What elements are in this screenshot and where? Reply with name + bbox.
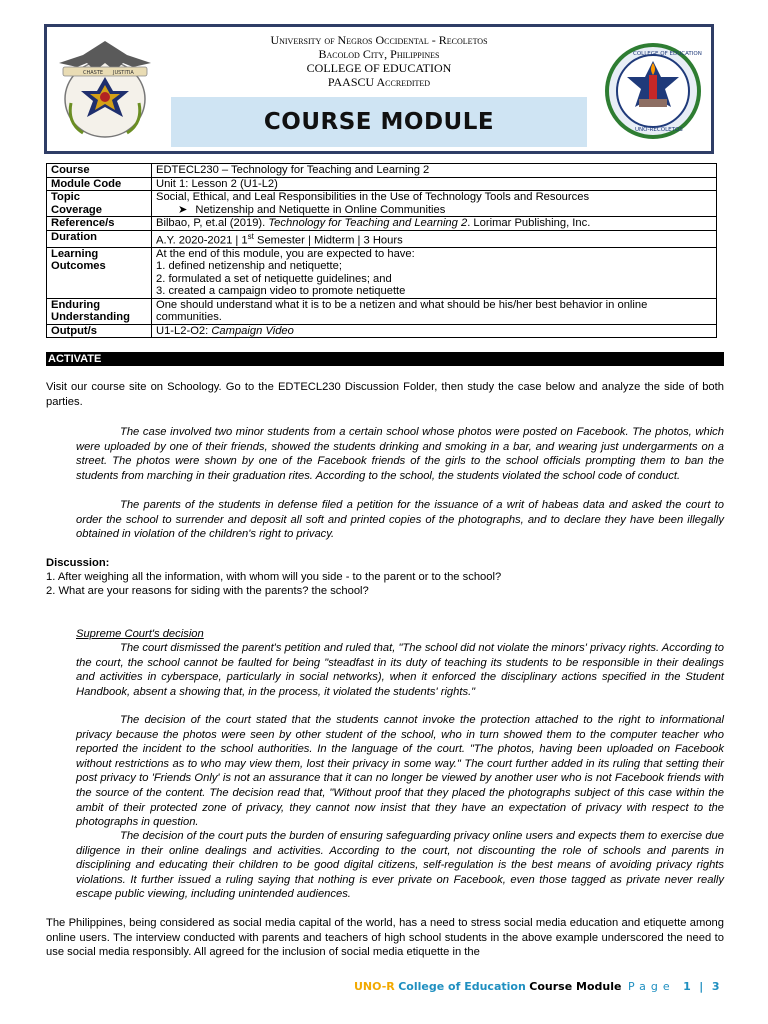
module-code-value: Unit 1: Lesson 2 (U1-L2): [152, 177, 717, 191]
reference-author: Bilbao, P, et.al (2019).: [156, 217, 269, 229]
footer-college: College of Education: [398, 980, 526, 993]
outcomes-label-line2: Outcomes: [51, 260, 106, 273]
reference-value: [152, 217, 717, 231]
outcomes-intro: At the end of this module, you are expected to have:: [156, 247, 415, 260]
output-name: Campaign Video: [211, 324, 294, 337]
topic-subitem-text: Netizenship and Netiquette in Online Communities: [195, 203, 446, 216]
course-label: Course: [47, 164, 152, 178]
outcome-item: 1. defined netizenship and netiquette;: [156, 260, 342, 273]
college-name: COLLEGE OF EDUCATION: [306, 61, 452, 75]
output-label: Output/s: [47, 324, 152, 338]
table-row: [47, 217, 717, 231]
court-paragraph-1: The court dismissed the parent's petition and ruled that, "The school did not violate the minors' privacy rights. According to the court, the school cannot be faulted for being "steadfast in its duty of teaching its students to be responsible in their dealings and activities in cyberspace, particularly in social networks), when it enforced the disciplinary actions specified in the Student Handbook, absent a showing that, in the process, it violated the students' rights.": [76, 642, 724, 698]
case-paragraph-2: The parents of the students in defense filed a petition for the issuance of a writ of habeas data and asked the court to order the school to surrender and deposit all soft and printed copies of the photographs, and to declare they have been illegally obtained in violation of the children's right to privacy.: [76, 499, 724, 541]
seal-motto-left: CHASTE: [83, 70, 104, 76]
footer-unor: UNO-R: [354, 980, 395, 993]
closing-paragraph: The Philippines, being considered as social media capital of the world, has a need to stress social media education and etiquette among online users. The interview conducted with parents and teachers of high school students in the above example underscored the need to use social media responsibly. All agreed for the inclusion of social media etiquette in the: [46, 917, 724, 959]
footer-page-indicator: [628, 980, 719, 993]
court-paragraph-2: The decision of the court stated that the students cannot invoke the protection attached to the right to informational privacy because the photos were seen by other student of the school, who in turn showed them to the computer teacher who reported the incident to the school authorities. In the language of the court. "The photos, having been uploaded on Facebook without restrictions as to who may view them, lost their privacy in some way." The court further added in its ruling that setting their post privacy to 'Friends Only' is not an assurance that it can no longer be viewed by another user who is not Facebook friends with the source of the content. The decision read that, "Without proof that they placed the photographs subject of this case within the ambit of their protected zone of privacy, they cannot now insist that they have an expectation of privacy with respect to the photographs in question.: [76, 714, 724, 829]
page-label: Page: [628, 980, 675, 993]
table-row: [47, 324, 717, 338]
court-paragraph-3: The decision of the court puts the burden of ensuring safeguarding privacy online users and expects them to exercise due diligence in their online dealings and activities. According to the court, not discounting the role of schools and parents in disciplining and educating their children to be good digital citizens, self-regulation is the best means of avoiding privacy rights violations. It further issued a ruling saying that nothing is ever private on Facebook, even those tagged as private never really escape public viewing, including unintended audiences.: [76, 830, 724, 901]
course-info-table: [46, 163, 717, 338]
output-value: [152, 324, 717, 338]
topic-label-line1: Topic: [51, 191, 81, 203]
table-row: [47, 230, 717, 247]
table-row: [47, 191, 717, 217]
discussion-title: Discussion:: [46, 557, 110, 569]
title-band: [171, 97, 587, 147]
enduring-understanding-label: [47, 298, 152, 324]
enduring-label-line2: Understanding: [51, 311, 130, 324]
logo-text-bottom: UNO-RECOLETOS: [635, 127, 683, 133]
duration-value: [152, 230, 717, 247]
discussion-question-1: 1. After weighing all the information, with whom will you side - to the parent or to the school?: [46, 571, 502, 583]
topic-subitem: [156, 204, 712, 217]
university-name: University of Negros Occidental - Recoletos: [270, 33, 488, 47]
topic-coverage-value: [152, 191, 717, 217]
university-city: Bacolod City, Philippines: [318, 47, 440, 61]
learning-outcomes-label: [47, 247, 152, 298]
course-value: EDTECL230 – Technology for Teaching and Learning 2: [152, 164, 717, 178]
module-code-label: Module Code: [47, 177, 152, 191]
topic-title: Social, Ethical, and Leal Responsibilities in the Use of Technology Tools and Resources: [156, 191, 590, 203]
outcome-item: 3. created a campaign video to promote netiquette: [156, 285, 406, 298]
activate-section-header: ACTIVATE: [46, 352, 724, 366]
seal-motto-right: JUSTITIA: [113, 70, 134, 76]
page-number: 1: [683, 980, 691, 993]
enduring-label-line1: Enduring: [51, 298, 101, 311]
table-row: [47, 298, 717, 324]
court-decision-title: Supreme Court's decision: [76, 628, 204, 640]
duration-ordinal: st: [247, 231, 254, 241]
footer-course-module: Course Module: [529, 980, 622, 993]
college-of-education-logo: [603, 41, 703, 141]
arrow-bullet-icon: ➤: [178, 203, 188, 216]
enduring-understanding-value: One should understand what it is to be a netizen and what should be his/her best behavior in online communities.: [152, 298, 717, 324]
table-row: [47, 164, 717, 178]
intro-paragraph: Visit our course site on Schoology. Go to the EDTECL230 Discussion Folder, then study the case below and analyze the side of both parties.: [46, 381, 724, 408]
module-header: [44, 24, 714, 154]
learning-outcomes-value: [152, 247, 717, 298]
page-total: 3: [711, 980, 720, 993]
reference-label: Reference/s: [47, 217, 152, 231]
page-separator: |: [699, 980, 704, 993]
page-title: COURSE MODULE: [263, 109, 495, 135]
duration-rest: Semester | Midterm | 3 Hours: [253, 234, 403, 247]
table-row: [47, 247, 717, 298]
case-paragraph-1: The case involved two minor students from a certain school whose photos were posted on Facebook. The photos, which were uploaded by one of their friends, showed the students drinking and smoking in a bar, and wearing just undergarments on a street. The photos were shown by one of the Facebook friends of the girls to the school officials prompting them to ban the students from marching in their graduation rites. According to the school, the students violated the school code of conduct.: [76, 426, 724, 482]
duration-label: Duration: [47, 230, 152, 247]
reference-publisher: . Lorimar Publishing, Inc.: [467, 217, 591, 229]
table-row: [47, 177, 717, 191]
output-code: U1-L2-O2:: [156, 324, 212, 337]
outcomes-label-line1: Learning: [51, 247, 99, 260]
discussion-question-2: 2. What are your reasons for siding with the parents? the school?: [46, 585, 369, 597]
topic-label-line2: Coverage: [51, 203, 102, 216]
duration-year: A.Y. 2020-2021 | 1: [156, 234, 248, 247]
accreditation: PAASCU Accredited: [327, 75, 431, 89]
topic-coverage-label: [47, 191, 152, 217]
outcome-item: 2. formulated a set of netiquette guidelines; and: [156, 272, 392, 285]
logo-text-top: COLLEGE OF EDUCATION: [633, 51, 702, 57]
reference-book-title: Technology for Teaching and Learning 2: [268, 217, 468, 229]
footer-module-label: [354, 980, 621, 993]
